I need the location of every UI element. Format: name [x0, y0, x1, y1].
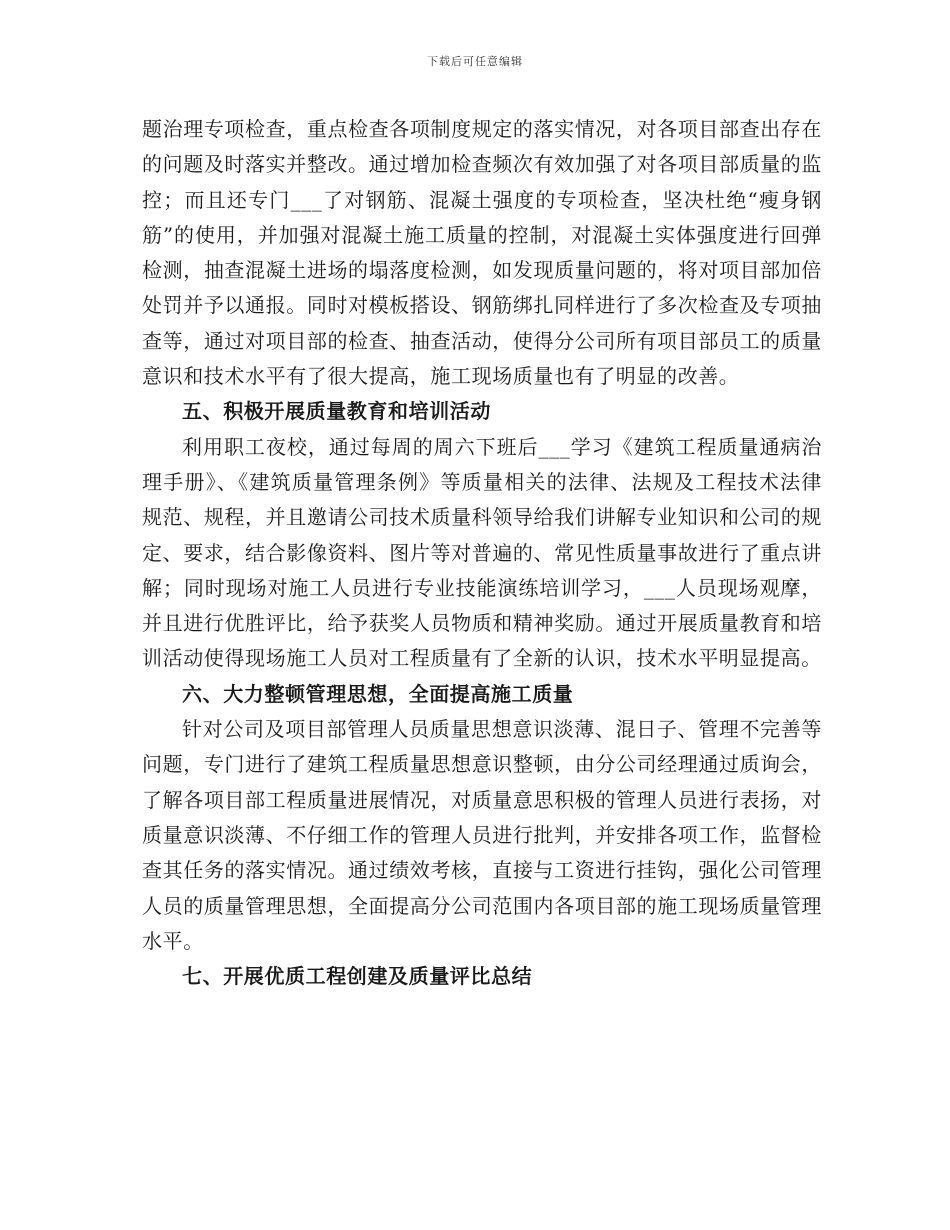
- paragraph-management: 针对公司及项目部管理人员质量思想意识淡薄、混日子、管理不完善等问题，专门进行了建筑工程质量思想意识整顿，由分公司经理通过质询会，了解各项目部工程质量进展情况，对质量意思积极的管理人员进行表扬，对质量意识淡薄、不仔细工作的管理人员进行批判，并安排各项工作，监督检查其任务的落实情况。通过绩效考核，直接与工资进行挂钩，强化公司管理人员的质量管理思想，全面提高分公司范围内各项目部的施工现场质量管理水平。: [142, 717, 822, 953]
- section-heading-7: 七、开展优质工程创建及质量评比总结: [182, 964, 533, 989]
- paragraph-training: 利用职工夜校，通过每周的周六下班后___学习《建筑工程质量通病治理手册》、《建筑质量管理条例》等质量相关的法律、法规及工程技术法律规范、规程，并且邀请公司技术质量科领导给我们讲解专业知识和公司的规定、要求，结合影像资料、图片等对普遍的、常见性质量事故进行了重点讲解；同时现场对施工人员进行专业技能演练培训学习，___人员现场观摩，并且进行优胜评比，给予获奖人员物质和精神奖励。通过开展质量教育和培训活动使得现场施工人员对工程质量有了全新的认识，技术水平明显提高。: [142, 434, 822, 671]
- section-heading-5: 五、积极开展质量教育和培训活动: [182, 399, 491, 424]
- page-header: 下载后可任意编辑: [427, 55, 523, 68]
- paragraph-quality-inspection: 题治理专项检查，重点检查各项制度规定的落实情况，对各项目部查出存在的问题及时落实并整改。通过增加检查频次有效加强了对各项目部质量的监控；而且还专门___了对钢筋、混凝土强度的专项检查，坚决杜绝“瘦身钢筋”的使用，并加强对混凝土施工质量的控制，对混凝土实体强度进行回弹检测，抽查混凝土进场的塌落度检测，如发现质量问题的，将对项目部加倍处罚并予以通报。同时对模板搭设、钢筋绑扎同样进行了多次检查及专项抽查等，通过对项目部的检查、抽查活动，使得分公司所有项目部员工的质量意识和技术水平有了很大提高，施工现场质量也有了明显的改善。: [142, 117, 822, 389]
- section-heading-6: 六、大力整顿管理思想，全面提高施工质量: [182, 681, 574, 706]
- document-body: [142, 112, 822, 994]
